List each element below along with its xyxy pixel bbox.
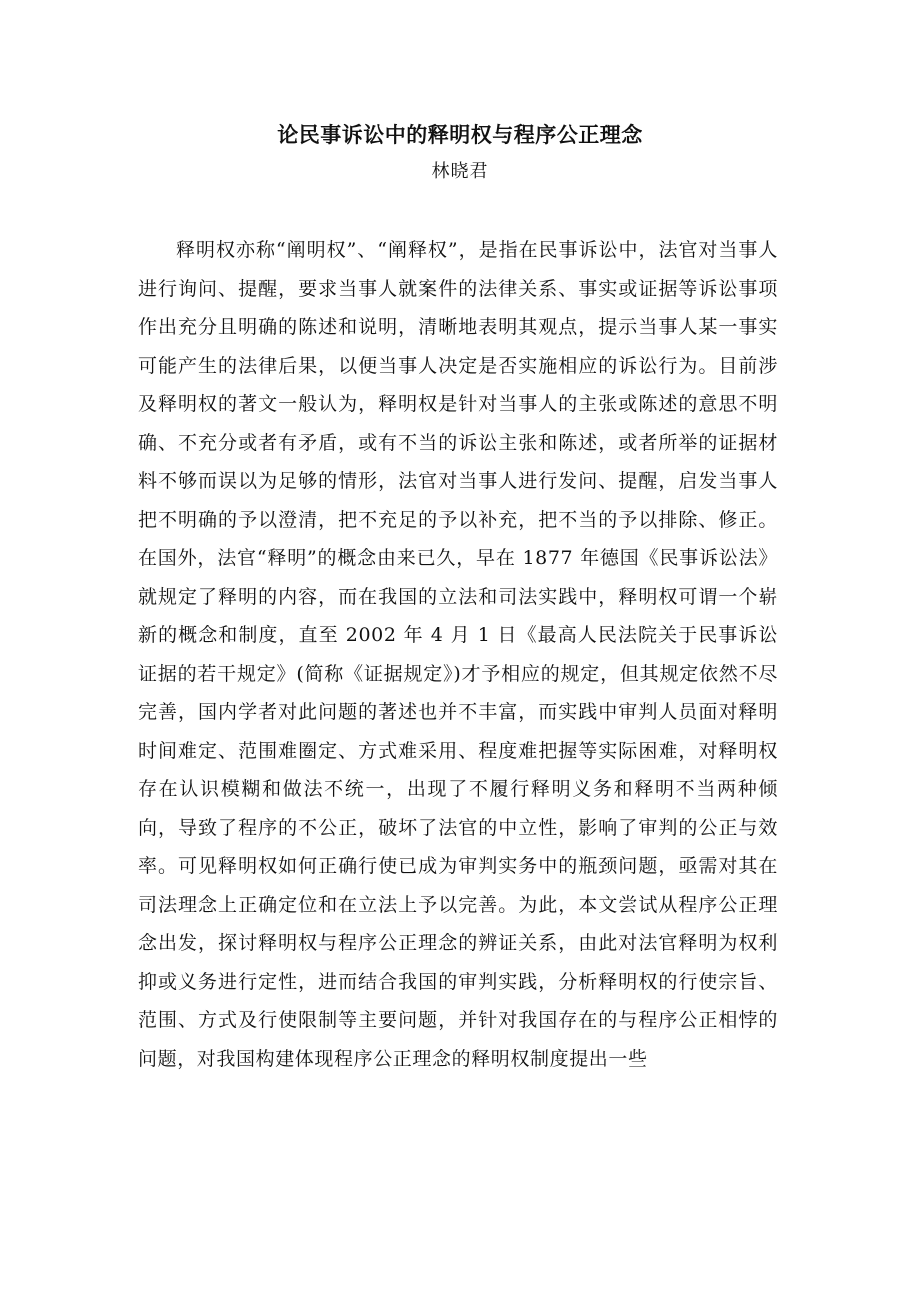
page-title: 论民事诉讼中的释明权与程序公正理念 bbox=[277, 122, 643, 147]
author-name: 林晓君 bbox=[431, 161, 489, 182]
body-paragraph: 释明权亦称“阐明权”、“阐释权”，是指在民事诉讼中，法官对当事人进行询问、提醒，要求当事人就案件的法律关系、事实或证据等诉讼事项作出充分且明确的陈述和说明，清晰地表明其观点，提示当事人某一事实可能产生的法律后果，以便当事人决定是否实施相应的诉讼行为。目前涉及释明权的著文一般认为，释明权是针对当事人的主张或陈述的意思不明确、不充分或者有矛盾，或有不当的诉讼主张和陈述，或者所举的证据材料不够而误以为足够的情形，法官对当事人进行发问、提醒，启发当事人把不明确的予以澄清，把不充足的予以补充，把不当的予以排除、修正。在国外，法官“释明”的概念由来已久，早在 1877 年德国《民事诉讼法》就规定了释明的内容，而在我国的立法和司法实践中，释明权可谓一个崭新的概念和制度，直至 2002 年 4 月 1 日《最高人民法院关于民事诉讼证据的若干规定》(简称《证据规定》)才予相应的规定，但其规定依然不尽完善，国内学者对此问题的著述也并不丰富，而实践中审判人员面对释明时间难定、范围难圈定、方式难采用、程度难把握等实际困难，对释明权存在认识模糊和做法不统一，出现了不履行释明义务和释明不当两种倾向，导致了程序的不公正，破坏了法官的中立性，影响了审判的公正与效率。可见释明权如何正确行使已成为审判实务中的瓶颈问题，亟需对其在司法理念上正确定位和在立法上予以完善。为此，本文尝试从程序公正理念出发，探讨释明权与程序公正理念的辨证关系，由此对法官释明为权利抑或义务进行定性，进而结合我国的审判实践，分析释明权的行使宗旨、范围、方式及行使限制等主要问题，并针对我国存在的与程序公正相悖的问题，对我国构建体现程序公正理念的释明权制度提出一些 bbox=[138, 239, 778, 1070]
